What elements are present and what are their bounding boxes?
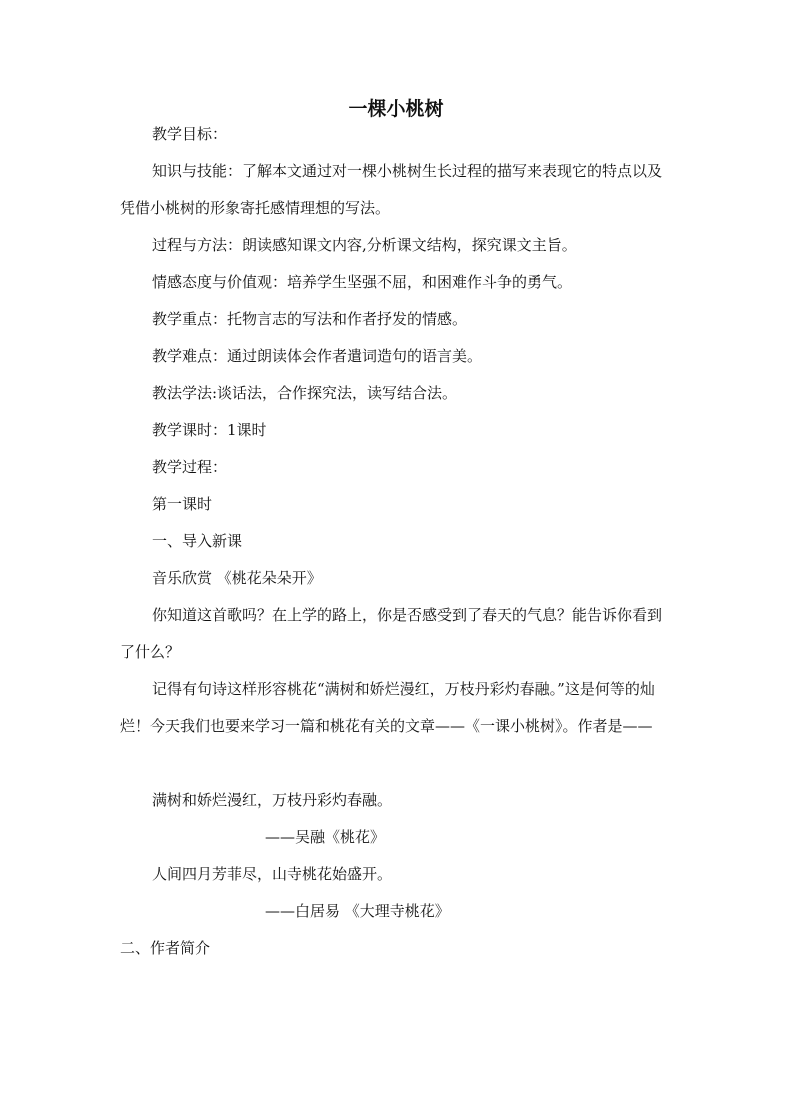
paragraph-teaching-process: 教学过程： — [152, 458, 228, 476]
paragraph-knowledge-skills: 知识与技能：了解本文通过对一棵小桃树生长过程的描写来表现它的特点以及凭借小桃树的形象寄托感情理想的写法。 — [120, 162, 663, 217]
paragraph-emotion-values: 情感态度与价值观：培养学生坚强不屈，和困难作斗争的勇气。 — [152, 273, 573, 291]
paragraph-music: 音乐欣赏 《桃花朵朵开》 — [152, 569, 322, 587]
poem-line-2: 人间四月芳菲尽，山寺桃花始盛开。 — [152, 865, 393, 883]
poem-attribution-2: ——白居易 《大理寺桃花》 — [265, 902, 450, 920]
paragraph-difficulties: 教学难点：通过朗读体会作者遣词造句的语言美。 — [152, 347, 483, 365]
poem-line-1: 满树和娇烂漫红，万枝丹彩灼春融。 — [152, 791, 393, 809]
paragraph-teaching-goals: 教学目标： — [152, 125, 228, 143]
document-title: 一棵小桃树 — [348, 98, 444, 120]
paragraph-poem-intro: 记得有句诗这样形容桃花“满树和娇烂漫红，万枝丹彩灼春融。”这是何等的灿烂！今天我们也要来学习一篇和桃花有关的文章——《一课小桃树》。作者是—— — [120, 680, 655, 735]
paragraph-key-points: 教学重点：托物言志的写法和作者抒发的情感。 — [152, 310, 468, 328]
paragraph-methods: 教法学法:谈话法，合作探究法，读写结合法。 — [152, 384, 458, 402]
paragraph-process-method: 过程与方法：朗读感知课文内容,分析课文结构，探究课文主旨。 — [152, 236, 577, 254]
paragraph-class-hours: 教学课时：1课时 — [152, 421, 267, 439]
paragraph-first-lesson: 第一课时 — [152, 495, 213, 513]
heading-author-intro: 二、作者简介 — [120, 939, 211, 957]
paragraph-song-question: 你知道这首歌吗？在上学的路上，你是否感受到了春天的气息？能告诉你看到了什么？ — [120, 606, 663, 661]
poem-attribution-1: ——吴融《桃花》 — [265, 828, 386, 846]
heading-introduction: 一、导入新课 — [152, 532, 243, 550]
